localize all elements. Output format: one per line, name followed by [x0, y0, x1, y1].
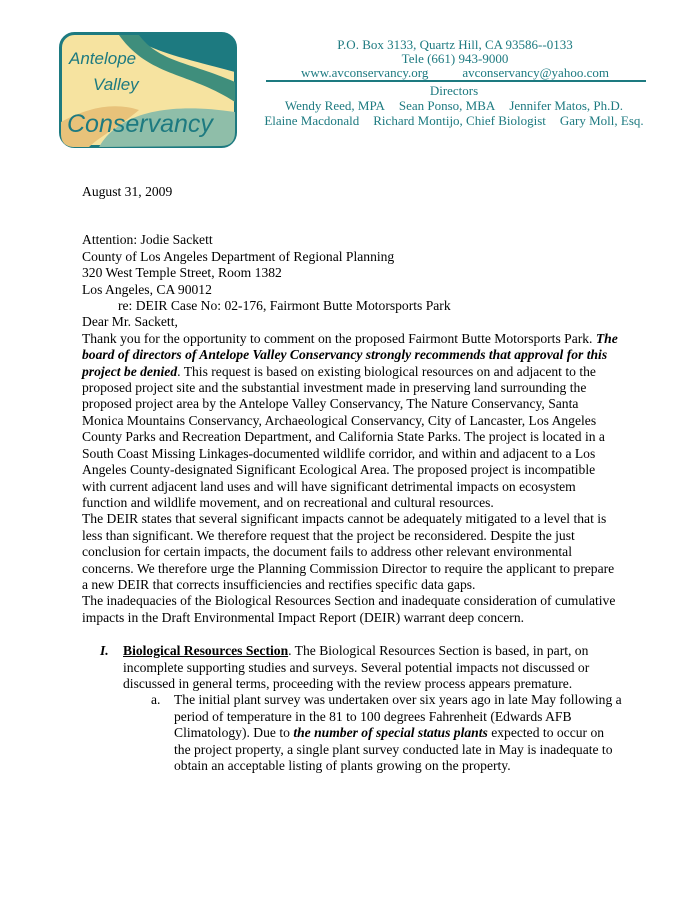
letterhead-contact	[262, 38, 648, 80]
directors-row-1	[258, 98, 650, 113]
numbered-list	[82, 643, 622, 774]
letterhead-address: P.O. Box 3133, Quartz Hill, CA 93586--0133	[337, 37, 573, 52]
directors-block	[258, 83, 650, 128]
director-name: Elaine Macdonald	[264, 113, 360, 128]
paragraph-1-body: . This request is based on existing biological resources on and adjacent to the proposed project site and the substantial investment made in preserving land surrounding the proposed project area by the Antelope Valley Conservancy, The Nature Conservancy, Santa Monica Mountains Conservancy, Archaeological Conservancy, City of Lancaster, Los Angeles County Parks and Recreation Department, and California State Parks. The project is located in a South Coast Missing Linkages-documented wildlife corridor, and within and adjacent to a Los Angeles County-designated Significant Ecological Area. The proposed project is incompatible with current adjacent land uses and will have significant detrimental impacts on ecosystem function and wildlife movement, and on recreational and cultural resources.	[82, 363, 605, 510]
address-line: Los Angeles, CA 90012	[82, 281, 212, 297]
logo-emblem	[59, 32, 237, 148]
address-line: County of Los Angeles Department of Regional Planning	[82, 248, 395, 264]
logo-line-2: Valley	[93, 75, 139, 94]
re-line: re: DEIR Case No: 02-176, Fairmont Butte Motorsports Park	[118, 298, 451, 314]
address-line: Attention: Jodie Sackett	[82, 232, 213, 248]
logo-line-3: Conservancy	[67, 110, 213, 138]
sub-list-mark: a.	[151, 692, 161, 708]
salutation: Dear Mr. Sackett,	[82, 314, 178, 330]
sub-item-text: The initial plant survey was undertaken over six years ago in late May following a period of temperature in the 81 to 100 degrees Fahrenheit (Edwards AFB Climatology). Due to	[174, 692, 622, 741]
recipient-address	[82, 232, 622, 298]
letterhead-web-row	[262, 66, 648, 80]
directors-row-2	[258, 113, 650, 128]
recommendation-emphasis: The board of directors of Antelope Valley Conservancy strongly recommends that approval for this project be denied	[82, 330, 618, 379]
section-heading: Biological Resources Section	[123, 643, 289, 659]
letter-date: August 31, 2009	[82, 184, 173, 199]
sub-list-item	[123, 692, 622, 774]
sub-list	[123, 692, 622, 774]
sub-item-text-end: expected to occur on the project property, a single plant survey conducted late in May is inadequate to obtain an acceptable listing of plants growing on the property.	[174, 725, 613, 773]
address-line: 320 West Temple Street, Room 1382	[82, 265, 282, 281]
director-name: Richard Montijo, Chief Biologist	[373, 113, 546, 128]
paragraph-3: The inadequacies of the Biological Resources Section and inadequate consideration of cumulative impacts in the Draft Environmental Impact Report (DEIR) warrant deep concern.	[82, 593, 616, 625]
logo-line-1: Antelope	[69, 49, 137, 68]
list-item	[82, 643, 622, 774]
director-name: Gary Moll, Esq.	[559, 113, 644, 128]
paragraph-2: The DEIR states that several significant impacts cannot be adequately mitigated to a level that is less than significant. We therefore request that the project be reconsidered. Despite the just conclusion for certain impacts, the document fails to address other relevant environmental concerns. We therefore urge the Planning Commission Director to require the applicant to prepare a new DEIR that corrects insufficiencies and rectifies specific data gaps.	[82, 511, 615, 592]
letterhead-divider	[266, 80, 646, 82]
list-number: I.	[100, 643, 109, 659]
sub-item-emphasis: the number of special status plants	[293, 725, 488, 741]
letterhead-phone: Tele (661) 943-9000	[401, 51, 509, 66]
letter-body	[82, 184, 622, 774]
director-name: Sean Ponso, MBA	[398, 98, 496, 113]
section-text: . The Biological Resources Section is based, in part, on incomplete supporting studies and surveys. Several potential impacts not discussed or discussed in general terms, proceeding with the review process appears premature.	[123, 643, 590, 691]
conservancy-logo	[59, 32, 237, 148]
director-name: Jennifer Matos, Ph.D.	[509, 98, 624, 113]
directors-label: Directors	[429, 83, 479, 98]
paragraph-1-intro: Thank you for the opportunity to comment on the proposed Fairmont Butte Motorsports Park.	[82, 330, 596, 346]
director-name: Wendy Reed, MPA	[284, 98, 385, 113]
website-link[interactable]: www.avconservancy.org	[301, 65, 429, 80]
email-link[interactable]: avconservancy@yahoo.com	[462, 65, 609, 80]
paragraph-1	[82, 331, 622, 511]
